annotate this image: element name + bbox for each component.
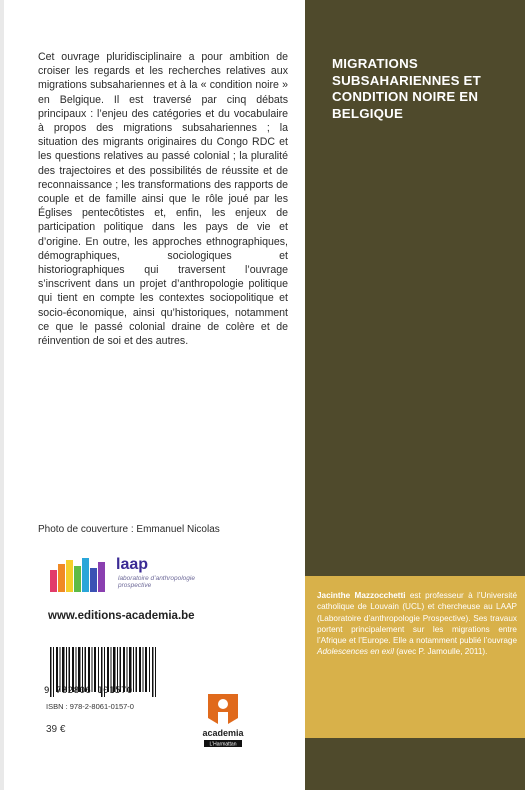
- price-text: 39 €: [46, 724, 66, 735]
- cover-edge: [0, 0, 4, 790]
- author-name: Jacinthe Mazzocchetti: [317, 591, 406, 600]
- author-bio-box: [305, 576, 525, 738]
- laap-logo: [48, 556, 195, 604]
- publisher-website: www.editions-academia.be: [48, 610, 195, 622]
- academia-logo-sub: L’Harmattan: [209, 741, 237, 748]
- author-book-title: Adolescences en exil: [317, 647, 394, 657]
- blurb-text: Cet ouvrage pluridisciplinaire a pour ambition de croiser les regards et les recherches relatives aux migrations subsahariennes et à la « condition noire » en Belgique. Il est traversé par cinq débats principaux : l’enjeu des catégories et du vocabulaire à propos des migrations subsahariennes ; la situation des migrants originaires du Congo RDC et les questions relatives au passé colonial ; la pluralité des trajectoires et des possibilités de réussite et de reconnaissance ; les transformations des rapports de couple et de famille ainsi que le rôle joué par les Églises pentecôtistes et, enfin, les enjeux de participation politique dans les pays de vie et d’origine. En outre, les approches ethnographiques, démographiques, sociologiques et historiographiques qui traversent l’ouvrage s’inscrivent dans un projet d’anthropologie politique qui tient en compte les contextes sociopolitique et socio-économique, ainsi qu’historiques, notamment ce que le passé colonial draine de colère et de réinvention de soi et des autres.: [38, 51, 288, 348]
- academia-logo-name: academia: [202, 728, 244, 738]
- author-bio-part-2: (avec P. Jamoulle, 2011).: [393, 647, 488, 657]
- author-bio: [317, 590, 517, 658]
- author-bio-part-1: est professeur à l’Université catholique de Louvain (UCL) et chercheuse au LAAP (Laboratoire d’anthropologie Prospective). Ses travaux portent principalement sur les migrations entre l’Afrique et l’Europe. Elle a notamment publié l’ouvrage: [317, 591, 517, 646]
- photo-credit: Photo de couverture : Emmanuel Nicolas: [38, 524, 220, 535]
- laap-logo-name: laap: [116, 556, 149, 573]
- isbn-text: ISBN : 978-2-8061-0157-0: [46, 702, 134, 711]
- book-title: MIGRATIONS SUBSAHARIENNES ET CONDITION NOIRE EN BELGIQUE: [332, 56, 481, 121]
- academia-publisher-logo: [198, 690, 248, 750]
- laap-logo-subtitle: laboratoire d’anthropologie prospective: [118, 575, 195, 589]
- laap-color-bars-icon: [48, 556, 114, 596]
- barcode-digits: 9 782806 101570: [44, 686, 133, 696]
